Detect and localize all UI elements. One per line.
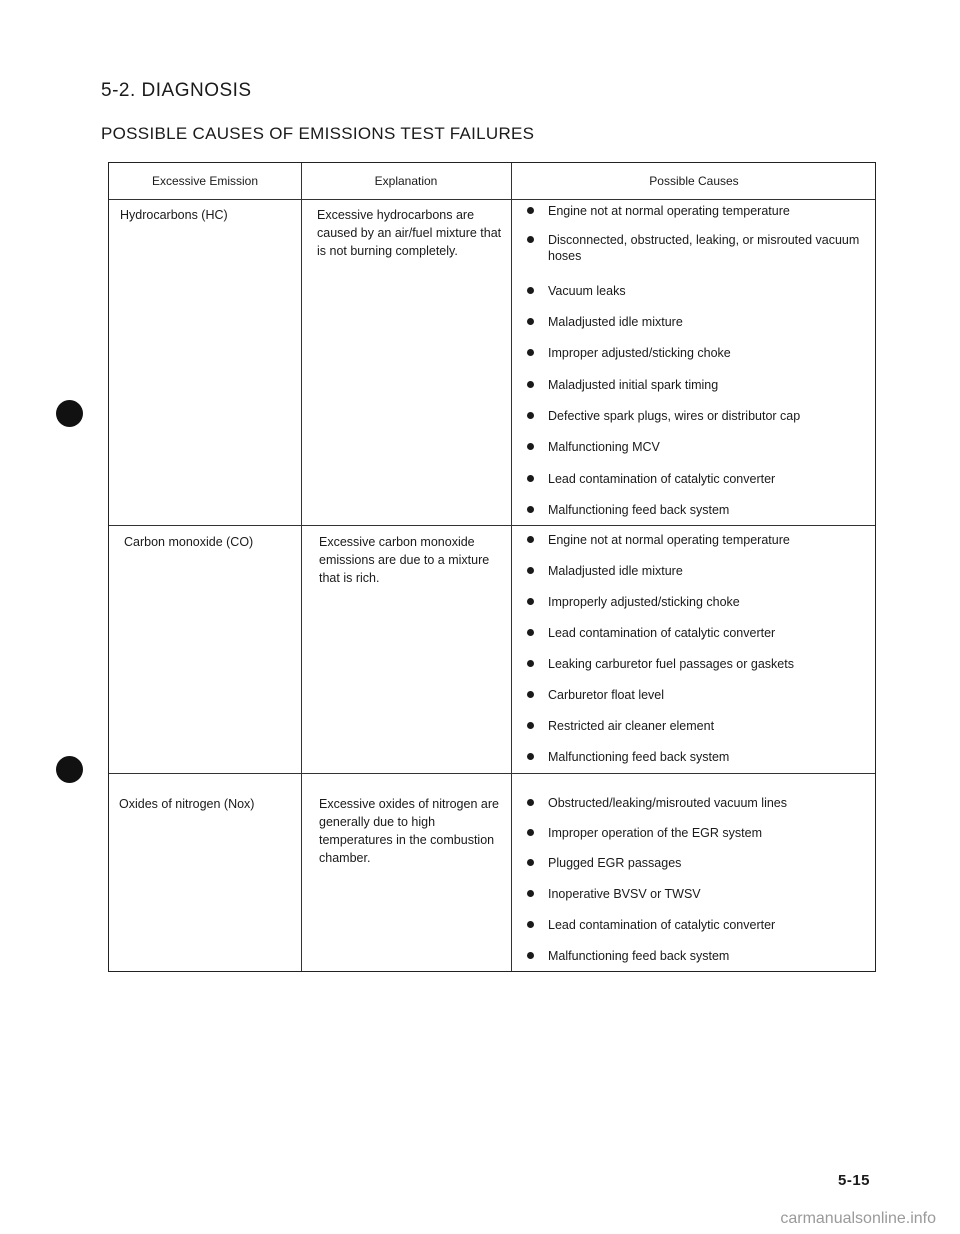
list-item: Lead contamination of catalytic converter [524,917,864,933]
page-number: 5-15 [838,1172,871,1189]
header-explanation: Explanation [374,174,438,188]
list-item: Maladjusted idle mixture [524,314,864,330]
list-item: Malfunctioning feed back system [524,502,864,518]
watermark: carmanualsonline.info [780,1210,936,1227]
bullet-icon [527,207,534,214]
column-divider [301,163,302,971]
explanation-cell: Excessive carbon monoxide emissions are due to a mixture that is rich. [319,535,490,585]
list-item: Defective spark plugs, wires or distributor cap [524,408,864,424]
list-item: Leaking carburetor fuel passages or gaskets [524,656,864,672]
list-item: Vacuum leaks [524,283,864,299]
bullet-icon [527,536,534,543]
list-item: Plugged EGR passages [524,855,864,871]
bullet-icon [527,921,534,928]
bullet-icon [527,349,534,356]
row-divider [109,773,875,774]
bullet-icon [527,753,534,760]
bullet-icon [527,799,534,806]
list-item: Maladjusted initial spark timing [524,377,864,393]
bullet-icon [527,660,534,667]
emissions-table [108,162,876,972]
bullet-icon [527,890,534,897]
list-item: Malfunctioning MCV [524,439,864,455]
list-item: Improper operation of the EGR system [524,825,864,841]
bullet-icon [527,236,534,243]
row-divider [109,525,875,526]
bullet-icon [527,381,534,388]
punch-hole [56,400,83,427]
emission-cell: Hydrocarbons (HC) [120,208,228,222]
header-causes: Possible Causes [649,174,739,188]
list-item: Obstructed/leaking/misrouted vacuum lines [524,795,864,811]
list-item: Improper adjusted/sticking choke [524,345,864,361]
list-item: Lead contamination of catalytic converter [524,625,864,641]
page-title: POSSIBLE CAUSES OF EMISSIONS TEST FAILURES [101,124,535,143]
column-divider [511,163,512,971]
bullet-icon [527,829,534,836]
section-heading: 5-2. DIAGNOSIS [101,80,252,101]
list-item: Restricted air cleaner element [524,718,864,734]
list-item: Malfunctioning feed back system [524,749,864,765]
header-emission: Excessive Emission [151,174,259,188]
list-item: Inoperative BVSV or TWSV [524,886,864,902]
explanation-cell: Excessive hydrocarbons are caused by an air/fuel mixture that is not burning completely. [317,208,502,258]
bullet-icon [527,506,534,513]
list-item: Engine not at normal operating temperature [524,203,864,219]
bullet-icon [527,287,534,294]
bullet-icon [527,952,534,959]
list-item: Carburetor float level [524,687,864,703]
emission-cell: Carbon monoxide (CO) [124,535,254,549]
list-item: Maladjusted idle mixture [524,563,864,579]
emission-cell: Oxides of nitrogen (Nox) [119,797,255,811]
bullet-icon [527,412,534,419]
header-divider [109,199,875,200]
bullet-icon [527,859,534,866]
bullet-icon [527,567,534,574]
list-item: Disconnected, obstructed, leaking, or misrouted vacuum hoses [524,232,864,264]
punch-hole [56,756,83,783]
list-item: Lead contamination of catalytic converter [524,471,864,487]
bullet-icon [527,722,534,729]
bullet-icon [527,443,534,450]
list-item: Engine not at normal operating temperature [524,532,864,548]
bullet-icon [527,598,534,605]
list-item: Malfunctioning feed back system [524,948,864,964]
bullet-icon [527,318,534,325]
explanation-cell: Excessive oxides of nitrogen are generally due to high temperatures in the combustion chamber. [319,797,499,865]
list-item: Improperly adjusted/sticking choke [524,594,864,610]
bullet-icon [527,691,534,698]
bullet-icon [527,629,534,636]
bullet-icon [527,475,534,482]
